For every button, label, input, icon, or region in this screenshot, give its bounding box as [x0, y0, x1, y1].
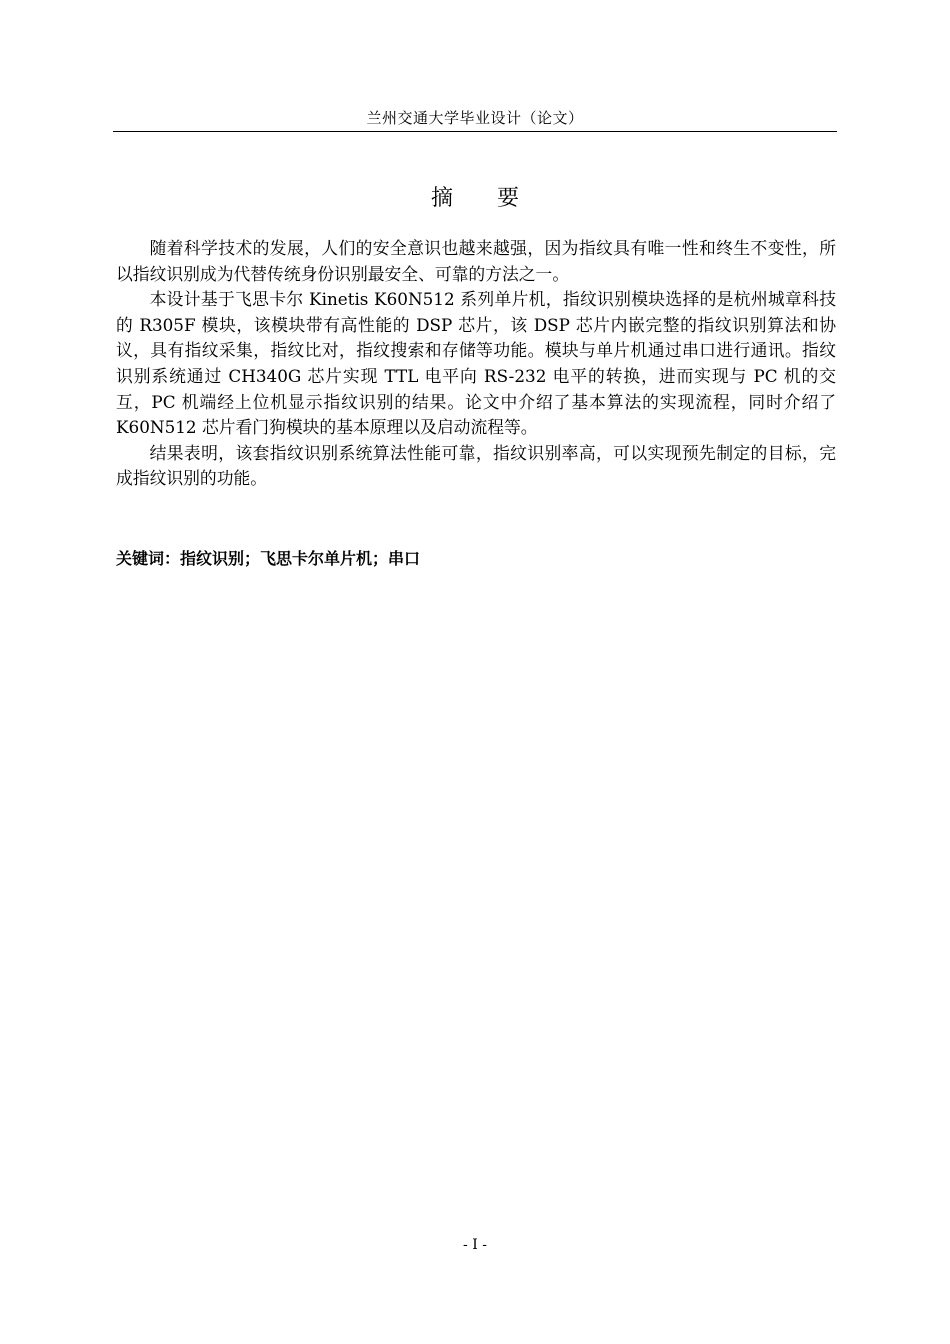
header-rule — [113, 131, 837, 132]
paragraph-1: 随着科学技术的发展，人们的安全意识也越来越强，因为指纹具有唯一性和终生不变性，所以指纹识别成为代替传统身份识别最安全、可靠的方法之一。 — [116, 238, 836, 284]
title-char-2: 要 — [497, 186, 520, 211]
keywords-line — [116, 547, 836, 571]
paragraph-2: 本设计基于飞思卡尔 Kinetis K60N512 系列单片机，指纹识别模块选择的是杭州城章科技的 R305F 模块，该模块带有高性能的 DSP 芯片，该 DSP 芯片内嵌完整的指纹识别算法和协议，具有指纹采集，指纹比对，指纹搜索和存储等功能。模块与单片机通过串口进行通讯。指纹识别系统通过 CH340G 芯片实现 TTL 电平向 RS-232 电平的转换，进而实现与 PC 机的交互，PC 机端经上位机显示指纹识别的结果。论文中介绍了基本算法的实现流程，同时介绍了 K60N512 芯片看门狗模块的基本原理以及启动流程等。 — [116, 289, 836, 438]
title-char-1: 摘 — [430, 186, 453, 211]
page-number: - I - — [463, 1237, 487, 1253]
abstract-title — [113, 184, 837, 214]
keywords-label: 关键词： — [116, 549, 181, 568]
paragraph-3: 结果表明，该套指纹识别系统算法性能可靠，指纹识别率高，可以实现预先制定的目标，完成指纹识别的功能。 — [116, 442, 836, 489]
page-header: 兰州交通大学毕业设计（论文） — [366, 109, 584, 127]
abstract-body — [116, 236, 836, 492]
keywords-values: 指纹识别；飞思卡尔单片机；串口 — [180, 549, 421, 568]
